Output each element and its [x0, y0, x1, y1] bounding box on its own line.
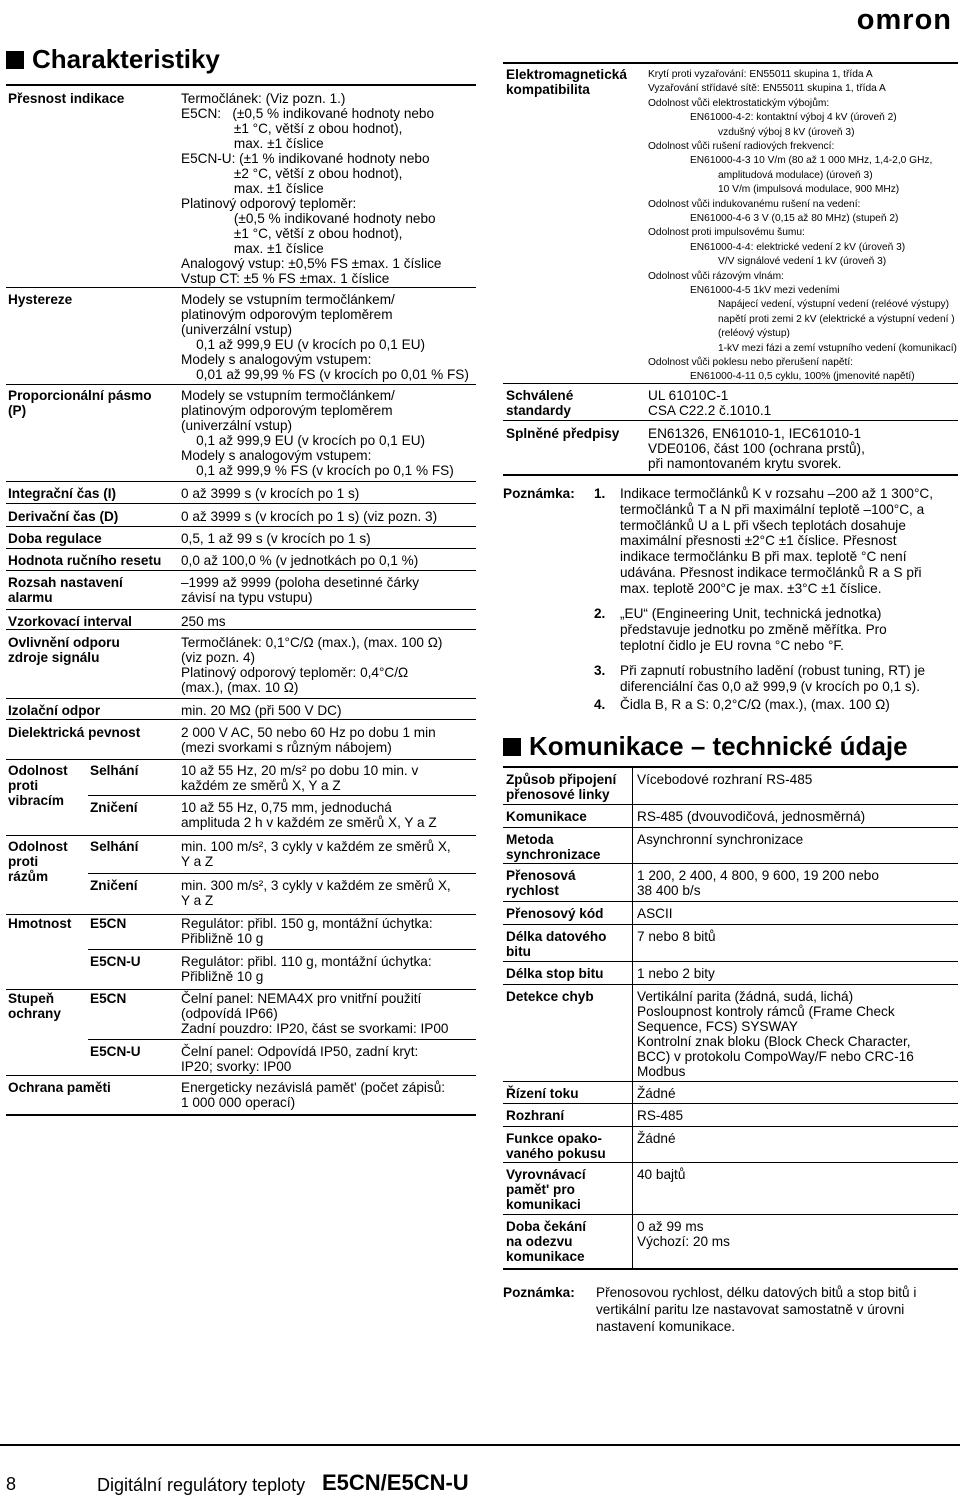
spec-value: Energeticky nezávislá pamět' (počet zápisů:	[181, 1080, 446, 1095]
comm-label: na odezvu	[506, 1234, 573, 1249]
spec-value: amplituda 2 h v každém ze směrů X, Y a Z	[181, 815, 437, 830]
table-rule	[503, 863, 958, 864]
spec-value: Platinový odporový teploměr:	[181, 196, 357, 211]
table-rule	[6, 1075, 476, 1076]
comm-label: Detekce chyb	[506, 989, 594, 1004]
emc-line: napětí proti zemi 2 kV (elektrické a výstupní vedení )	[718, 313, 955, 325]
table-rule	[503, 1162, 958, 1163]
emc-line: Odolnost vůči rázovým vlnám:	[648, 270, 784, 282]
spec-value: (mezi svorkami s různým nábojem)	[181, 740, 392, 755]
table-rule	[503, 1103, 958, 1104]
note-line: termočlánků T a N při maximální teplotě –100°C, a	[620, 501, 925, 517]
table-rule	[6, 526, 476, 527]
spec-value: (univerzální vstup)	[181, 418, 293, 433]
spec-label: Ochrana paměti	[8, 1080, 111, 1095]
spec-label: Elektromagnetická	[506, 67, 627, 82]
spec-value: Y a Z	[181, 893, 214, 908]
note-line: teplotní čidlo je EU rovna °C nebo °F.	[620, 637, 844, 653]
spec-label: Stupeň	[8, 991, 55, 1006]
emc-line: Napájecí vedení, výstupní vedení (reléové výstupy)	[718, 299, 950, 311]
spec-label: rázům	[8, 869, 49, 884]
spec-label: Doba regulace	[8, 531, 102, 546]
comm-label: vaného pokusu	[506, 1146, 606, 1161]
spec-label: Schválené	[506, 388, 574, 403]
spec-value: každém ze směrů X, Y a Z	[181, 778, 341, 793]
comm-label: Délka stop bitu	[506, 966, 604, 981]
table-rule	[503, 1214, 958, 1215]
spec-value: Vstup CT: ±5 % FS ±max. 1 číslice	[181, 271, 390, 286]
spec-label: Derivační čas (D)	[8, 509, 119, 524]
comm-value: Žádné	[637, 1086, 676, 1101]
spec-value: Přibližně 10 g	[181, 931, 264, 946]
spec-value: platinovým odporovým teploměrem	[181, 403, 393, 418]
note-line: udávána. Přesnost indikace termočlánků R a S při	[620, 565, 922, 580]
table-rule	[503, 1126, 958, 1127]
emc-line: Odolnost vůči elektrostatickým výbojům:	[648, 97, 830, 109]
table-rule	[6, 570, 476, 571]
emc-line: Odolnost vůči rušení radiových frekvencí:	[648, 141, 835, 152]
comm-note-line: vertikální paritu lze nastavovat samostatně v úrovni	[596, 1302, 905, 1317]
spec-label: Vzorkovací interval	[8, 614, 132, 629]
table-rule	[503, 804, 958, 805]
footer-rule	[0, 1444, 960, 1446]
spec-label: Přesnost indikace	[8, 91, 125, 106]
table-rule	[503, 474, 958, 476]
comm-label: Délka datového	[506, 929, 607, 944]
comm-value: Kontrolní znak bloku (Block Check Character,	[637, 1034, 911, 1049]
spec-value: IP20; svorky: IP00	[181, 1059, 292, 1074]
emc-line: Vyzařování střídavé sítě: EN55011 skupina 1, třída A	[648, 83, 886, 95]
table-rule	[503, 766, 958, 768]
spec-label: Rozsah nastavení	[8, 575, 123, 590]
comm-value: Výchozí: 20 ms	[637, 1234, 730, 1249]
heading-square-icon	[503, 738, 521, 756]
spec-label: Dielektrická pevnost	[8, 725, 141, 740]
comm-label: Komunikace	[506, 809, 587, 824]
spec-value: 2 000 V AC, 50 nebo 60 Hz po dobu 1 min	[181, 725, 436, 740]
table-rule	[503, 901, 958, 902]
comm-value: BCC) v protokolu CompoWay/F nebo CRC-16	[637, 1049, 914, 1064]
table-rule	[503, 383, 958, 384]
table-rule	[6, 629, 476, 630]
spec-value: Analogový vstup: ±0,5% FS ±max. 1 číslice	[181, 256, 442, 271]
emc-line: Odolnost proti impulsovému šumu:	[648, 227, 805, 239]
emc-line: 1-kV mezi fázi a zemí vstupního vedení (komunikací)	[718, 342, 957, 354]
spec-label: Ovlivnění odporu	[8, 635, 120, 650]
spec-value: Platinový odporový teploměr: 0,4°C/Ω	[181, 665, 409, 680]
emc-line: EN61000-4-6 3 V (0,15 až 80 MHz) (stupeň 2)	[690, 213, 899, 224]
spec-value: 10 až 55 Hz, 0,75 mm, jednoduchá	[181, 800, 392, 815]
comm-label: komunikaci	[506, 1197, 581, 1212]
spec-label: proti	[8, 854, 39, 869]
comm-note-title: Poznámka:	[503, 1285, 575, 1300]
table-rule	[6, 287, 476, 288]
table-rule	[6, 835, 476, 836]
table-rule	[503, 1268, 958, 1270]
spec-value: E5CN: (±0,5 % indikované hodnoty nebo	[181, 106, 435, 121]
comm-value: Žádné	[637, 1131, 676, 1146]
page-number: 8	[6, 1474, 17, 1494]
note-line: diferenciální čas 0,0 až 999,9 (v krocích po 0,1 s).	[620, 678, 920, 694]
footer-model: E5CN/E5CN-U	[322, 1470, 469, 1495]
emc-line: EN61000-4-2: kontaktní výboj 4 kV (úroveň 2)	[690, 112, 897, 124]
spec-value: 0,5, 1 až 99 s (v krocích po 1 s)	[181, 531, 371, 546]
emc-line: vzdušný výboj 8 kV (úroveň 3)	[718, 126, 855, 138]
spec-value: (viz pozn. 4)	[181, 650, 256, 665]
omron-logo: omron	[856, 4, 952, 36]
spec-value: (max.), (max. 10 Ω)	[181, 680, 299, 695]
spec-value: ±1 °C, větší z obou hodnot),	[181, 226, 403, 241]
spec-value: Modely se vstupním termočlánkem/	[181, 292, 395, 307]
comm-value: Asynchronní synchronizace	[637, 832, 804, 847]
spec-sublabel: E5CN	[90, 991, 127, 1006]
spec-value: Y a Z	[181, 854, 214, 869]
spec-value: Zadní pouzdro: IP20, část se svorkami: IP00	[181, 1021, 449, 1036]
spec-value: max. ±1 číslice	[181, 136, 324, 151]
spec-value: Modely s analogovým vstupem:	[181, 352, 372, 367]
table-rule	[6, 548, 476, 549]
table-rule	[6, 719, 476, 720]
comm-value: 7 nebo 8 bitů	[637, 929, 716, 944]
table-rule	[6, 759, 476, 760]
spec-value: UL 61010C-1	[648, 388, 729, 403]
table-rule	[503, 1081, 958, 1082]
table-rule	[6, 914, 476, 915]
spec-sublabel: E5CN-U	[90, 1044, 141, 1059]
table-rule	[503, 420, 958, 421]
note-line: Čidla B, R a S: 0,2°C/Ω (max.), (max. 100 Ω)	[620, 697, 890, 712]
note-line: max. teplotě 200°C je max. ±3°C ±1 číslice.	[620, 580, 882, 596]
table-rule	[88, 795, 476, 796]
spec-value: platinovým odporovým teploměrem	[181, 307, 393, 322]
emc-line: Krytí proti vyzařování: EN55011 skupina 1, třída A	[648, 69, 873, 80]
comm-label: komunikace	[506, 1249, 585, 1264]
comm-label: přenosové linky	[506, 787, 610, 802]
comm-label: Rozhraní	[506, 1108, 565, 1123]
spec-value: E5CN-U: (±1 % indikované hodnoty nebo	[181, 151, 430, 166]
comm-note-line: Přenosovou rychlost, délku datových bitů a stop bitů i	[596, 1285, 917, 1300]
table-rule	[6, 698, 476, 699]
spec-value: min. 100 m/s², 3 cykly v každém ze směrů X,	[181, 839, 451, 854]
note-line: maximální přesnosti ±2°C ±1 číslice. Přesnost	[620, 533, 897, 549]
table-rule	[6, 384, 476, 385]
spec-value: Čelní panel: Odpovídá IP50, zadní kryt:	[181, 1044, 419, 1059]
comm-label: Vyrovnávací	[506, 1167, 586, 1182]
spec-label: Hystereze	[8, 292, 73, 307]
spec-label: Izolační odpor	[8, 703, 101, 718]
table-rule	[6, 503, 476, 504]
comm-label: bitu	[506, 944, 531, 959]
note-line: představuje jednotku po změně měřítka. Pro	[620, 621, 887, 637]
comm-label: Způsob připojení	[506, 772, 617, 787]
emc-line: (reléový výstup)	[718, 328, 790, 340]
note-line: indikace termočlánku B při max. teplotě °C není	[620, 549, 907, 565]
section-heading-characteristics: Charakteristiky	[6, 44, 220, 75]
spec-value: závisí na typu vstupu)	[181, 590, 313, 605]
spec-sublabel: Zničení	[90, 878, 138, 893]
spec-value: VDE0106, část 100 (ochrana prstů),	[648, 441, 865, 456]
spec-value: ±2 °C, větší z obou hodnot),	[181, 166, 403, 181]
spec-value: 1 000 000 operací)	[181, 1095, 296, 1110]
table-rule	[503, 961, 958, 962]
spec-value: Čelní panel: NEMA4X pro vnitřní použití	[181, 991, 422, 1006]
comm-value: 38 400 b/s	[637, 883, 701, 898]
table-rule	[503, 924, 958, 925]
spec-label: vibracím	[8, 793, 64, 808]
spec-label: Odolnost	[8, 763, 68, 778]
spec-value: 250 ms	[181, 614, 226, 629]
table-rule	[503, 984, 958, 985]
comm-label: Doba čekání	[506, 1219, 587, 1234]
spec-value: 0,01 až 99,99 % FS (v krocích po 0,01 % FS)	[181, 367, 469, 382]
table-rule	[88, 1039, 476, 1040]
footer-title: Digitální regulátory teploty	[97, 1475, 306, 1495]
emc-line: 10 V/m (impulsová modulace, 900 MHz)	[718, 184, 900, 196]
comm-value: Modbus	[637, 1064, 686, 1079]
comm-value: Posloupnost kontroly rámců (Frame Check	[637, 1004, 895, 1019]
note-number: 3.	[594, 663, 606, 678]
spec-label: zdroje signálu	[8, 650, 100, 665]
spec-label: standardy	[506, 403, 571, 418]
table-rule	[503, 827, 958, 828]
comm-value: 1 200, 2 400, 4 800, 9 600, 19 200 nebo	[637, 868, 879, 883]
comm-value: Sequence, FCS) SYSWAY	[637, 1019, 798, 1034]
spec-value: CSA C22.2 č.1010.1	[648, 403, 772, 418]
spec-label: proti	[8, 778, 39, 793]
comm-label: Metoda	[506, 832, 554, 847]
spec-label: Proporcionální pásmo	[8, 388, 152, 403]
comm-value: 40 bajtů	[637, 1167, 686, 1182]
note-line: Při zapnutí robustního ladění (robust tuning, RT) je	[620, 663, 926, 678]
note-line: „EU“ (Engineering Unit, technická jednotka)	[620, 606, 882, 621]
spec-label: Splněné předpisy	[506, 426, 620, 441]
spec-sublabel: Zničení	[90, 800, 138, 815]
section-heading-communication: Komunikace – technické údaje	[503, 731, 908, 762]
table-rule	[6, 84, 476, 86]
spec-label: ochrany	[8, 1006, 61, 1021]
spec-value: (univerzální vstup)	[181, 322, 293, 337]
spec-value: max. ±1 číslice	[181, 181, 324, 196]
spec-value: 0,1 až 999,9 EU (v krocích po 0,1 EU)	[181, 337, 426, 352]
spec-value: Regulátor: přibl. 150 g, montážní úchytka:	[181, 916, 433, 931]
table-rule	[632, 766, 633, 1270]
comm-value: RS-485	[637, 1108, 684, 1123]
spec-value: min. 20 MΩ (při 500 V DC)	[181, 703, 342, 718]
emc-line: EN61000-4-11 0,5 cyklu, 100% (jmenovité napětí)	[690, 371, 915, 383]
comm-label: Přenosová	[506, 868, 576, 883]
spec-value: Přibližně 10 g	[181, 969, 264, 984]
table-rule	[6, 989, 476, 990]
comm-label: Řízení toku	[506, 1086, 579, 1101]
comm-label: Přenosový kód	[506, 906, 604, 921]
spec-label: (P)	[8, 403, 27, 418]
spec-sublabel: Selhání	[90, 763, 139, 778]
spec-value: EN61326, EN61010-1, IEC61010-1	[648, 426, 862, 441]
spec-value: 0 až 3999 s (v krocích po 1 s) (viz pozn. 3)	[181, 509, 438, 524]
emc-line: EN61000-4-5 1kV mezi vedeními	[690, 285, 840, 296]
spec-value: 0,1 až 999,9 EU (v krocích po 0,1 EU)	[181, 433, 426, 448]
spec-label: Hmotnost	[8, 916, 72, 931]
comm-label: synchronizace	[506, 847, 601, 862]
comm-label: pamět' pro	[506, 1182, 575, 1197]
spec-value: (±0,5 % indikované hodnoty nebo	[181, 211, 436, 226]
table-rule	[6, 609, 476, 610]
spec-value: 10 až 55 Hz, 20 m/s² po dobu 10 min. v	[181, 763, 419, 778]
spec-label: kompatibilita	[506, 82, 590, 97]
note-line: Indikace termočlánků K v rozsahu –200 až 1 300°C,	[620, 486, 933, 501]
spec-value: Regulátor: přibl. 110 g, montážní úchytka:	[181, 954, 432, 969]
comm-value: RS-485 (dvouvodičová, jednosměrná)	[637, 809, 866, 824]
emc-line: EN61000-4-3 10 V/m (80 až 1 000 MHz, 1,4-2,0 GHz,	[690, 155, 933, 167]
comm-label: rychlost	[506, 883, 559, 898]
spec-value: –1999 až 9999 (poloha desetinné čárky	[181, 575, 420, 590]
spec-label: Odolnost	[8, 839, 68, 854]
spec-value: Modely se vstupním termočlánkem/	[181, 388, 395, 403]
notes-title: Poznámka:	[503, 486, 575, 501]
note-number: 2.	[594, 606, 606, 621]
comm-value: 1 nebo 2 bity	[637, 966, 715, 981]
table-rule	[88, 873, 476, 874]
emc-line: EN61000-4-4: elektrické vedení 2 kV (úroveň 3)	[690, 241, 906, 253]
comm-label: Funkce opako-	[506, 1131, 602, 1146]
emc-line: Odolnost vůči indukovanému rušení na vedení:	[648, 198, 861, 210]
comm-value: Vícebodové rozhraní RS-485	[637, 772, 813, 787]
spec-value: Modely s analogovým vstupem:	[181, 448, 372, 463]
spec-value: při namontovaném krytu svorek.	[648, 456, 842, 471]
heading-square-icon	[6, 51, 24, 69]
spec-label: alarmu	[8, 590, 53, 605]
spec-value: 0,1 až 999,9 % FS (v krocích po 0,1 % FS)	[181, 463, 454, 478]
spec-label: Integrační čas (I)	[8, 486, 117, 501]
comm-value: 0 až 99 ms	[637, 1219, 704, 1234]
emc-line: V/V signálové vedení 1 kV (úroveň 3)	[718, 256, 887, 268]
spec-sublabel: E5CN-U	[90, 954, 141, 969]
spec-sublabel: Selhání	[90, 839, 139, 854]
comm-note-line: nastavení komunikace.	[596, 1319, 736, 1334]
note-line: termočlánků U a L při všech teplotách dosahuje	[620, 517, 906, 533]
table-rule	[88, 949, 476, 950]
table-rule	[6, 1114, 476, 1116]
spec-value: min. 300 m/s², 3 cykly v každém ze směrů X,	[181, 878, 451, 893]
emc-line: amplitudová modulace) (úroveň 3)	[718, 169, 873, 181]
note-number: 1.	[594, 486, 606, 501]
note-number: 4.	[594, 697, 606, 712]
table-rule	[503, 62, 958, 64]
spec-value: 0 až 3999 s (v krocích po 1 s)	[181, 486, 360, 501]
spec-value: (odpovídá IP66)	[181, 1006, 278, 1021]
spec-value: Termočlánek: 0,1°C/Ω (max.), (max. 100 Ω)	[181, 635, 443, 650]
comm-value: ASCII	[637, 906, 673, 921]
spec-label: Hodnota ručního resetu	[8, 553, 162, 568]
spec-value: 0,0 až 100,0 % (v jednotkách po 0,1 %)	[181, 553, 419, 568]
spec-value: ±1 °C, větší z obou hodnot),	[181, 121, 403, 136]
emc-line: Odolnost vůči poklesu nebo přerušení napětí:	[648, 357, 854, 368]
spec-value: Termočlánek: (Viz pozn. 1.)	[181, 91, 346, 106]
comm-value: Vertikální parita (žádná, sudá, lichá)	[637, 989, 854, 1004]
spec-value: max. ±1 číslice	[181, 241, 324, 256]
spec-sublabel: E5CN	[90, 916, 127, 931]
table-rule	[6, 481, 476, 482]
